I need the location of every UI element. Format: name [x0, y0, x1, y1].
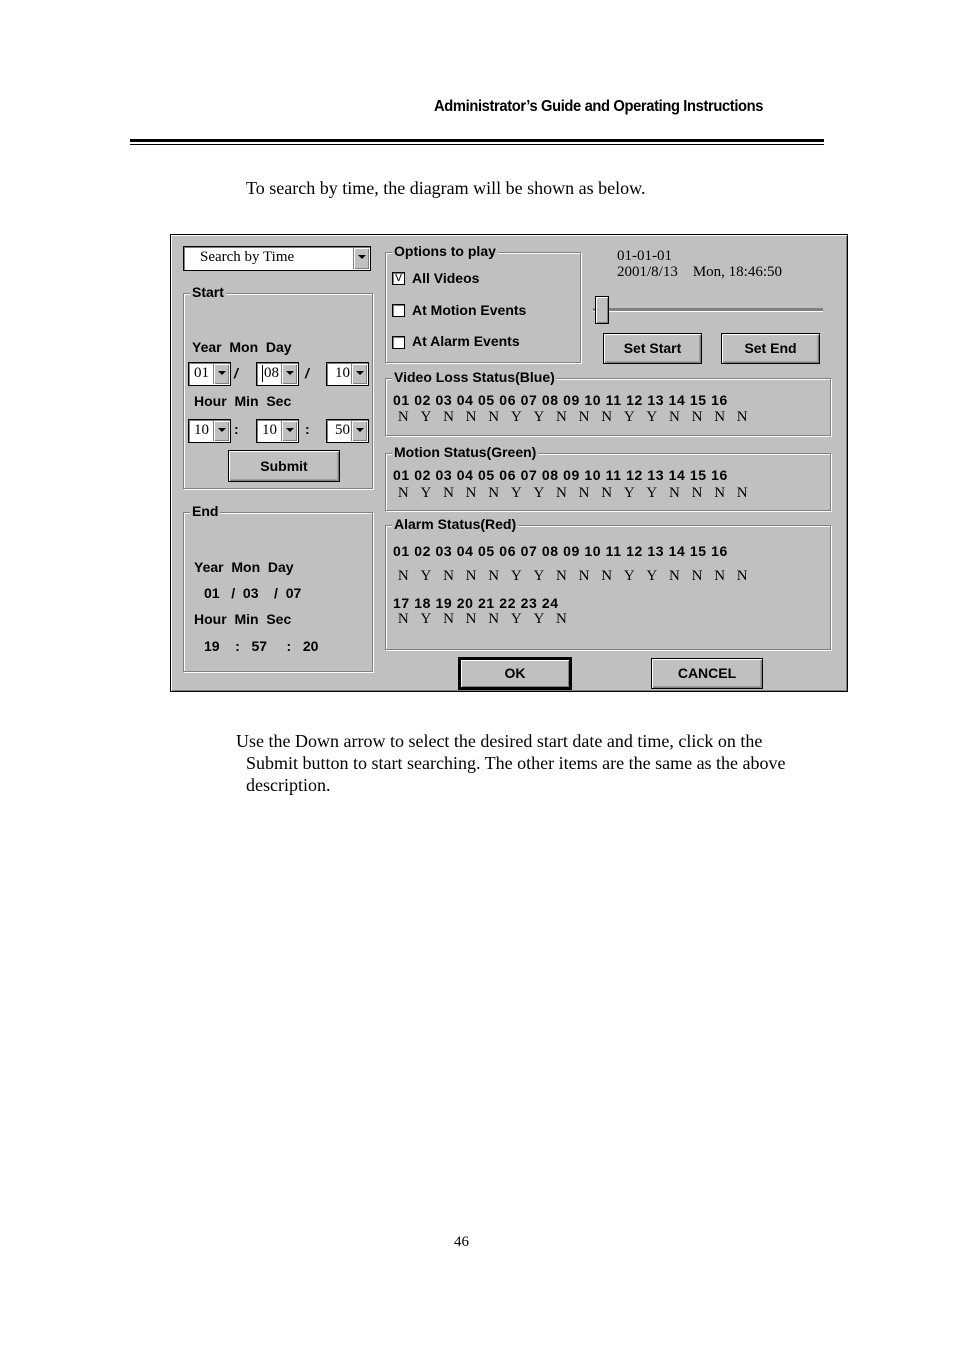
- channel-state: N: [736, 409, 748, 425]
- ok-button[interactable]: OK: [459, 658, 571, 689]
- chevron-down-icon[interactable]: [353, 248, 369, 269]
- channel-state: Y: [623, 485, 635, 501]
- time-separator: :: [234, 421, 239, 437]
- channel-state: Y: [533, 485, 545, 501]
- channel-state: N: [714, 485, 726, 501]
- motion-status-label: Motion Status(Green): [394, 444, 537, 460]
- motion-events-checkbox[interactable]: [392, 304, 405, 317]
- chevron-down-icon[interactable]: [351, 421, 367, 441]
- info-datetime: 2001/8/13 Mon, 18:46:50: [617, 264, 783, 280]
- channel-state: N: [601, 485, 613, 501]
- start-minute-value: 10: [262, 422, 277, 438]
- options-group-label: Options to play: [394, 243, 496, 259]
- set-start-button[interactable]: Set Start: [603, 333, 702, 364]
- motion-events-label: At Motion Events: [412, 302, 527, 318]
- start-group-label: Start: [192, 284, 224, 300]
- channel-state: N: [488, 485, 500, 501]
- motion-status-channels: 01 02 03 04 05 06 07 08 09 10 11 12 13 14 15 16: [393, 467, 728, 483]
- channel-state: Y: [420, 611, 432, 627]
- all-videos-label: All Videos: [412, 270, 480, 286]
- set-end-button[interactable]: Set End: [721, 333, 820, 364]
- channel-state: N: [691, 409, 703, 425]
- start-second-select[interactable]: [326, 419, 369, 443]
- channel-state: N: [465, 409, 477, 425]
- channel-state: N: [397, 611, 409, 627]
- channel-state: Y: [646, 409, 658, 425]
- video-loss-states: [392, 409, 754, 426]
- channel-state: Y: [420, 568, 432, 584]
- video-loss-label: Video Loss Status(Blue): [394, 369, 555, 385]
- channel-state: N: [556, 611, 567, 627]
- intro-text: To search by time, the diagram will be shown as below.: [246, 178, 646, 198]
- channel-state: N: [578, 409, 590, 425]
- channel-state: N: [736, 568, 748, 584]
- channel-state: N: [669, 568, 680, 584]
- alarm-status-channels: 01 02 03 04 05 06 07 08 09 10 11 12 13 14 15 16: [393, 543, 728, 559]
- channel-state: N: [714, 568, 726, 584]
- channel-state: N: [488, 611, 500, 627]
- chevron-down-icon[interactable]: [281, 364, 297, 384]
- body-line-2: Submit button to start searching. The other items are the same as the above: [246, 753, 786, 773]
- info-code: 01-01-01: [617, 248, 672, 264]
- search-mode-value: Search by Time: [200, 249, 295, 265]
- channel-state: N: [465, 485, 477, 501]
- channel-state: N: [556, 568, 567, 584]
- channel-state: N: [601, 568, 613, 584]
- channel-state: Y: [420, 409, 432, 425]
- end-time-header: Hour Min Sec: [194, 611, 292, 627]
- channel-state: N: [488, 409, 500, 425]
- channel-state: Y: [533, 568, 545, 584]
- motion-status-group: [385, 444, 831, 511]
- start-month-value: 08: [264, 365, 279, 381]
- start-day-select[interactable]: [326, 362, 369, 386]
- start-hour-select[interactable]: [188, 419, 231, 443]
- submit-button[interactable]: Submit: [228, 450, 340, 482]
- channel-state: N: [691, 485, 703, 501]
- channel-state: N: [578, 568, 590, 584]
- channel-state: N: [443, 611, 454, 627]
- end-time-value: 19 : 57 : 20: [204, 638, 319, 654]
- chevron-down-icon[interactable]: [281, 421, 297, 441]
- channel-state: N: [443, 568, 454, 584]
- all-videos-checkbox[interactable]: V: [392, 272, 405, 285]
- start-year-value: 01: [194, 365, 209, 381]
- start-month-select[interactable]: [256, 362, 299, 386]
- channel-state: N: [714, 409, 726, 425]
- timeline-slider-thumb[interactable]: [595, 296, 609, 324]
- channel-state: N: [397, 568, 409, 584]
- channel-state: N: [443, 409, 454, 425]
- start-second-value: 50: [335, 422, 350, 438]
- channel-state: Y: [623, 409, 635, 425]
- alarm-status-label: Alarm Status(Red): [394, 516, 517, 532]
- channel-state: N: [578, 485, 590, 501]
- channel-state: N: [556, 409, 567, 425]
- end-date-header: Year Mon Day: [194, 559, 294, 575]
- alarm-status-group: [385, 516, 831, 650]
- search-mode-select[interactable]: [183, 246, 371, 271]
- channel-state: Y: [623, 568, 635, 584]
- start-hour-value: 10: [194, 422, 209, 438]
- channel-state: Y: [533, 611, 545, 627]
- header-rule-thin: [130, 144, 824, 145]
- channel-state: Y: [510, 611, 522, 627]
- alarm-status-states: [392, 568, 754, 585]
- header-rule-thick: [130, 139, 824, 142]
- cancel-button[interactable]: CANCEL: [651, 658, 763, 689]
- chevron-down-icon[interactable]: [213, 364, 229, 384]
- channel-state: N: [669, 485, 680, 501]
- start-time-header: Hour Min Sec: [194, 393, 292, 409]
- end-date-value: 01 / 03 / 07: [204, 585, 302, 601]
- body-line-1: Use the Down arrow to select the desired start date and time, click on the: [236, 731, 763, 751]
- alarm-status-states-2: [392, 611, 573, 628]
- start-day-value: 10: [335, 365, 350, 381]
- channel-state: N: [465, 611, 477, 627]
- date-separator: /: [305, 365, 309, 381]
- alarm-status-channels-2: 17 18 19 20 21 22 23 24: [393, 595, 559, 611]
- options-group: [385, 243, 581, 363]
- channel-state: Y: [420, 485, 432, 501]
- channel-state: N: [488, 568, 500, 584]
- page-number: 46: [454, 1234, 469, 1250]
- channel-state: N: [397, 409, 409, 425]
- start-group: [183, 284, 373, 489]
- end-group: [183, 503, 373, 672]
- video-loss-channels: 01 02 03 04 05 06 07 08 09 10 11 12 13 14 15 16: [393, 392, 728, 408]
- date-separator: /: [234, 365, 238, 381]
- channel-state: N: [397, 485, 409, 501]
- channel-state: Y: [646, 568, 658, 584]
- channel-state: N: [669, 409, 680, 425]
- body-line-3: description.: [246, 775, 331, 795]
- channel-state: Y: [533, 409, 545, 425]
- channel-state: Y: [510, 409, 522, 425]
- channel-state: Y: [646, 485, 658, 501]
- channel-state: N: [601, 409, 613, 425]
- channel-state: N: [736, 485, 748, 501]
- running-header: Administrator’s Guide and Operating Instructions: [434, 98, 764, 115]
- start-minute-select[interactable]: [256, 419, 299, 443]
- video-loss-group: [385, 369, 831, 436]
- motion-status-states: [392, 485, 754, 502]
- channel-state: N: [556, 485, 567, 501]
- channel-state: Y: [510, 485, 522, 501]
- start-date-header: Year Mon Day: [192, 339, 292, 355]
- channel-state: N: [691, 568, 703, 584]
- time-separator: :: [305, 421, 310, 437]
- chevron-down-icon[interactable]: [213, 421, 229, 441]
- channel-state: N: [443, 485, 454, 501]
- alarm-events-checkbox[interactable]: [392, 336, 405, 349]
- start-year-select[interactable]: [188, 362, 231, 386]
- alarm-events-label: At Alarm Events: [412, 333, 520, 349]
- timeline-slider-track[interactable]: [593, 308, 823, 312]
- channel-state: Y: [510, 568, 522, 584]
- channel-state: N: [465, 568, 477, 584]
- search-dialog: [170, 234, 848, 692]
- chevron-down-icon[interactable]: [351, 364, 367, 384]
- end-group-label: End: [192, 503, 219, 519]
